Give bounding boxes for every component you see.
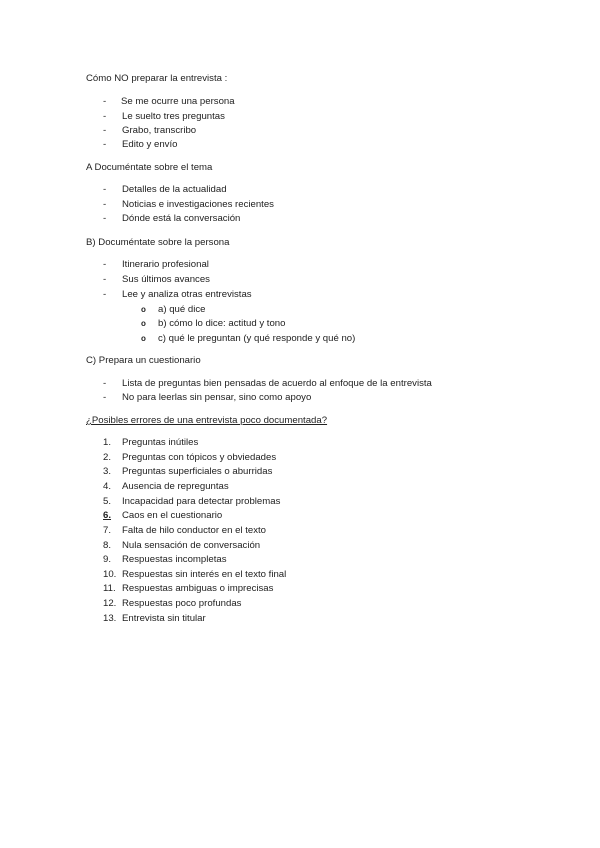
dash-marker: - xyxy=(103,125,107,136)
list-item-text: Grabo, transcribo xyxy=(122,125,197,136)
numbered-item-text: Nula sensación de conversación xyxy=(122,540,261,551)
item-number: 3. xyxy=(103,466,112,477)
list-item-text: Itinerario profesional xyxy=(122,259,209,270)
numbered-item-text: Respuestas ambiguas o imprecisas xyxy=(122,583,274,594)
list-item-text: Lista de preguntas bien pensadas de acuerdo al enfoque de la entrevista xyxy=(122,378,432,389)
numbered-item-text: Incapacidad para detectar problemas xyxy=(122,496,281,507)
dash-marker: - xyxy=(103,213,107,224)
list-item-text: Dónde está la conversación xyxy=(122,213,241,224)
dash-marker: - xyxy=(103,96,107,107)
item-number: 12. xyxy=(103,598,117,609)
numbered-item-text: Entrevista sin titular xyxy=(122,613,206,624)
circle-bullet-icon: o xyxy=(141,319,146,328)
list-item-text: Lee y analiza otras entrevistas xyxy=(122,289,252,300)
numbered-item-text: Respuestas sin interés en el texto final xyxy=(122,569,287,580)
item-number: 11. xyxy=(103,583,116,594)
dash-marker: - xyxy=(103,184,107,195)
item-number: 1. xyxy=(103,437,112,448)
numbered-item-text: Caos en el cuestionario xyxy=(122,510,223,521)
heading-section-c: C) Prepara un cuestionario xyxy=(86,355,201,366)
item-number: 10. xyxy=(103,569,117,580)
dash-marker: - xyxy=(103,274,107,285)
numbered-item-text: Preguntas con tópicos y obviedades xyxy=(122,452,277,463)
item-number: 8. xyxy=(103,540,112,551)
item-number: 5. xyxy=(103,496,112,507)
numbered-item-text: Preguntas inútiles xyxy=(122,437,199,448)
numbered-item-text: Preguntas superficiales o aburridas xyxy=(122,466,273,477)
numbered-item-text: Falta de hilo conductor en el texto xyxy=(122,525,266,536)
sub-list-item-text: a) qué dice xyxy=(158,304,206,315)
circle-bullet-icon: o xyxy=(141,334,146,343)
item-number: 4. xyxy=(103,481,112,492)
list-item-text: Se me ocurre una persona xyxy=(121,96,235,107)
item-number: 7. xyxy=(103,525,112,536)
numbered-item-text: Respuestas poco profundas xyxy=(122,598,242,609)
dash-marker: - xyxy=(103,259,107,270)
list-item-text: Noticias e investigaciones recientes xyxy=(122,199,274,210)
numbered-item-text: Ausencia de repreguntas xyxy=(122,481,229,492)
dash-marker: - xyxy=(103,199,107,210)
heading-section-a: A Documéntate sobre el tema xyxy=(86,162,213,173)
dash-marker: - xyxy=(103,289,107,300)
list-item-text: Edito y envío xyxy=(122,139,178,150)
heading-posibles-errores: ¿Posibles errores de una entrevista poco documentada? xyxy=(86,415,328,426)
list-item-text: Sus últimos avances xyxy=(122,274,210,285)
list-item-text: Le suelto tres preguntas xyxy=(122,111,225,122)
item-number: 13. xyxy=(103,613,117,624)
numbered-item-text: Respuestas incompletas xyxy=(122,554,227,565)
dash-marker: - xyxy=(103,392,107,403)
sub-list-item-text: c) qué le preguntan (y qué responde y qué no) xyxy=(158,333,356,344)
heading-como-no-preparar: Cómo NO preparar la entrevista : xyxy=(86,73,228,84)
dash-marker: - xyxy=(103,139,107,150)
dash-marker: - xyxy=(103,378,107,389)
list-item-text: No para leerlas sin pensar, sino como apoyo xyxy=(122,392,312,403)
circle-bullet-icon: o xyxy=(141,305,146,314)
item-number: 2. xyxy=(103,452,112,463)
heading-section-b: B) Documéntate sobre la persona xyxy=(86,237,230,248)
item-number: 9. xyxy=(103,554,112,565)
item-number: 6. xyxy=(103,510,112,521)
sub-list-item-text: b) cómo lo dice: actitud y tono xyxy=(158,318,286,329)
dash-marker: - xyxy=(103,111,107,122)
list-item-text: Detalles de la actualidad xyxy=(122,184,227,195)
